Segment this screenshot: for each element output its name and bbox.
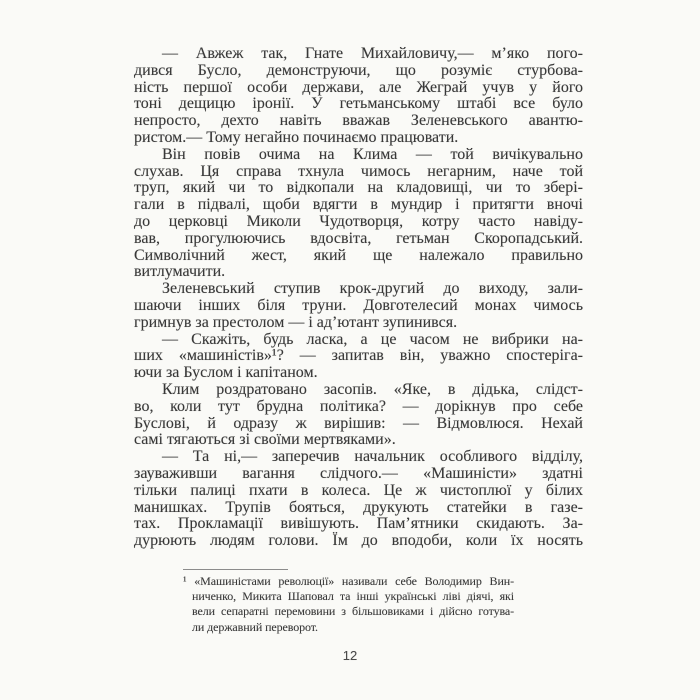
- text-line: тільки палиці пхати в колеса. Це ж чистоплюї у білих: [134, 481, 583, 499]
- text-line: труп, який чи то відкопали на кладовищі, чи то збері-: [134, 179, 583, 197]
- text-line: тах. Прокламації вивішують. Пам’ятники скидають. За-: [134, 515, 583, 533]
- text-line: шаючи інших біля труни. Довготелесий монах чимось: [134, 296, 583, 314]
- text-line: тоні дещицю іронії. У гетьманському штабі все було: [134, 95, 583, 113]
- paragraph: [134, 382, 583, 449]
- text-line: до церковці Миколи Чудотворця, котру часто навіду-: [134, 212, 583, 230]
- text-line: непросто, дехто навіть вважав Зеленевського авантю-: [134, 112, 583, 130]
- footnote: [183, 569, 514, 635]
- text-line: ючи за Буслом і капітаном.: [134, 364, 318, 382]
- text-line: слухав. Ця справа тхнула чимось негарним, наче той: [134, 162, 583, 180]
- paragraph: [134, 449, 583, 550]
- text-line: зауваживши вагання слідчого.— «Машиністи» здатні: [134, 464, 583, 482]
- text-line: самі тягаються зі своїми мертвяками».: [134, 431, 396, 449]
- text-line: ристом.— Тому негайно починаємо працювати.: [134, 128, 459, 146]
- text-line: ших «машиністів»¹? — запитав він, уважно спостеріга-: [134, 347, 583, 365]
- text-line: манишках. Трупів бояться, друкують статейки в газе-: [134, 498, 583, 516]
- text-line: во, коли тут брудна політика? — дорікнув про себе: [134, 397, 583, 415]
- text-line: ність першої особи держави, але Жеграй учув у його: [134, 78, 583, 96]
- footnote-line: ли державний переворот.: [192, 619, 318, 634]
- text-line: — Скажіть, будь ласка, а це часом не вибрики на-: [162, 330, 583, 348]
- text-line: витлумачити.: [134, 263, 226, 281]
- text-line: дився Бусло, демонструючи, що розуміє стурбова-: [134, 61, 583, 79]
- text-line: — Авжеж так, Гнате Михайловичу,— м’яко пого-: [162, 45, 583, 62]
- text-line: Буслові, й одразу ж вирішив: — Відмовлюся. Нехай: [134, 414, 583, 432]
- footnote-line: вели сепаратні перемовини з більшовиками і дійсно готува-: [192, 604, 514, 619]
- footnote-rule: [183, 569, 288, 570]
- text-line: Зеленевський ступив крок-другий до виходу, зали-: [162, 280, 583, 298]
- text-line: дурюють людям голови. Їм до вподоби, коли їх носять: [134, 532, 583, 550]
- text-line: гали в підвалі, щоби вдягти в мундир і притягти вночі: [134, 196, 583, 214]
- text-line: Символічний жест, який ще належало правильно: [134, 246, 583, 264]
- text-line: Він повів очима на Клима — той вичікувально: [162, 145, 583, 163]
- text-line: Клим роздратовано засопів. «Яке, в дідька, слідст-: [162, 380, 583, 398]
- paragraph: [134, 332, 583, 382]
- paragraph: [134, 281, 583, 331]
- footnote-line: ¹ «Машиністами революції» називали себе Володимир Вин-: [183, 574, 514, 588]
- paragraph: [134, 147, 583, 281]
- text-line: гримнув за престолом — і ад’ютант зупинився.: [134, 313, 458, 331]
- paragraph: [134, 46, 583, 147]
- text-line: — Та ні,— заперечив начальник особливого відділу,: [162, 448, 583, 466]
- text-block: [134, 46, 583, 550]
- text-line: вав, прогулюючись вдосвіта, гетьман Скоропадський.: [134, 229, 583, 247]
- footnote-line: ниченко, Микита Шаповал та інші українські ліві діячі, які: [192, 589, 514, 604]
- page-number: 12: [342, 648, 358, 663]
